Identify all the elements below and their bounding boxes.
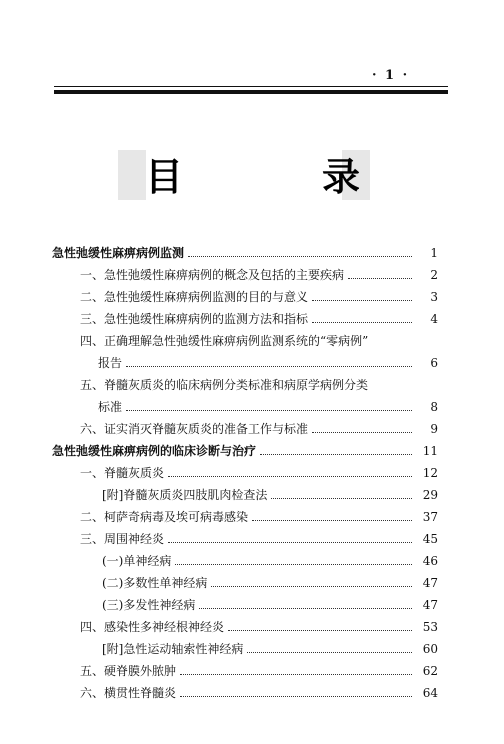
toc-entry-label: (二)多数性单神经病 [102, 576, 208, 590]
title-char-1: 目 [145, 154, 184, 199]
toc-entry-page: 46 [422, 554, 438, 568]
toc-entry[interactable] [52, 546, 438, 568]
toc-entry[interactable] [52, 348, 438, 370]
toc-entry-label: 六、横贯性脊髓炎 [80, 686, 177, 700]
toc-entry[interactable] [52, 436, 438, 458]
toc-title [145, 150, 360, 199]
toc-leader-dots [312, 432, 412, 433]
toc-entry-page: 62 [422, 664, 438, 678]
title-char-2: 录 [321, 154, 360, 199]
toc-entry-label: 三、急性弛缓性麻痹病例的监测方法和指标 [80, 312, 309, 326]
header-rule-thin [54, 86, 448, 87]
toc-entry[interactable] [52, 568, 438, 590]
toc-leader-dots [260, 454, 412, 455]
toc-leader-dots [199, 608, 412, 609]
toc-leader-dots [188, 256, 412, 257]
toc-entry-page: 11 [422, 444, 438, 458]
toc-entry-label: 急性弛缓性麻痹病例的临床诊断与治疗 [52, 444, 257, 458]
toc-leader-dots [312, 300, 412, 301]
toc-entry-page: 37 [422, 510, 438, 524]
toc-entry[interactable] [52, 612, 438, 634]
toc-entry-label: 三、周围神经炎 [80, 532, 165, 546]
toc-leader-dots [126, 366, 412, 367]
toc-entry-label: [附]急性运动轴索性神经病 [102, 642, 244, 656]
toc-entry-label: 报告 [98, 356, 123, 370]
toc-entry[interactable] [52, 414, 438, 436]
toc-entry-page: 53 [422, 620, 438, 634]
toc-entry-label: [附]脊髓灰质炎四肢肌肉检查法 [102, 488, 268, 502]
toc-entry-label: 四、正确理解急性弛缓性麻痹病例监测系统的“零病例” [80, 334, 369, 348]
table-of-contents [52, 238, 438, 700]
toc-leader-dots [312, 322, 412, 323]
toc-entry[interactable] [52, 502, 438, 524]
toc-entry-label: 急性弛缓性麻痹病例监测 [52, 246, 185, 260]
toc-entry[interactable] [52, 370, 438, 392]
toc-leader-dots [252, 520, 412, 521]
toc-entry[interactable] [52, 634, 438, 656]
toc-entry[interactable] [52, 656, 438, 678]
toc-entry[interactable] [52, 326, 438, 348]
toc-entry[interactable] [52, 260, 438, 282]
toc-entry-label: 二、柯萨奇病毒及埃可病毒感染 [80, 510, 249, 524]
toc-entry-page: 6 [430, 356, 438, 370]
toc-entry-label: 四、感染性多神经根神经炎 [80, 620, 225, 634]
header-rule-thick [54, 90, 448, 94]
toc-entry[interactable] [52, 304, 438, 326]
toc-entry-page: 29 [422, 488, 438, 502]
toc-entry[interactable] [52, 282, 438, 304]
toc-entry-page: 60 [422, 642, 438, 656]
toc-leader-dots [247, 652, 412, 653]
toc-entry-label: 一、急性弛缓性麻痹病例的概念及包括的主要疾病 [80, 268, 345, 282]
toc-entry-page: 12 [422, 466, 438, 480]
toc-entry-label: 标准 [98, 400, 123, 414]
toc-leader-dots [180, 674, 412, 675]
title-smudge-left [118, 150, 146, 200]
toc-entry[interactable] [52, 678, 438, 700]
toc-leader-dots [126, 410, 412, 411]
toc-entry-page: 8 [430, 400, 438, 414]
toc-entry[interactable] [52, 392, 438, 414]
toc-leader-dots [348, 278, 412, 279]
toc-entry-label: 六、证实消灭脊髓灰质炎的准备工作与标准 [80, 422, 309, 436]
toc-entry[interactable] [52, 458, 438, 480]
toc-leader-dots [168, 476, 412, 477]
toc-entry-page: 1 [430, 246, 438, 260]
toc-entry[interactable] [52, 524, 438, 546]
toc-entry[interactable] [52, 480, 438, 502]
toc-entry-page: 64 [422, 686, 438, 700]
toc-entry-page: 4 [430, 312, 438, 326]
toc-entry-page: 47 [422, 598, 438, 612]
toc-entry[interactable] [52, 590, 438, 612]
toc-leader-dots [211, 586, 412, 587]
toc-entry-label: 一、脊髓灰质炎 [80, 466, 165, 480]
toc-entry-page: 45 [422, 532, 438, 546]
toc-entry-label: (三)多发性神经病 [102, 598, 196, 612]
toc-leader-dots [180, 696, 412, 697]
toc-entry-page: 2 [430, 268, 438, 282]
toc-entry-label: 二、急性弛缓性麻痹病例监测的目的与意义 [80, 290, 309, 304]
toc-entry-label: (一)单神经病 [102, 554, 172, 568]
toc-leader-dots [168, 542, 412, 543]
toc-entry[interactable] [52, 238, 438, 260]
page-number: · 1 · [372, 68, 410, 83]
toc-entry-page: 9 [430, 422, 438, 436]
toc-entry-label: 五、硬脊膜外脓肿 [80, 664, 177, 678]
toc-entry-label: 五、脊髓灰质炎的临床病例分类标准和病原学病例分类 [80, 378, 369, 392]
toc-entry-page: 47 [422, 576, 438, 590]
toc-leader-dots [228, 630, 412, 631]
toc-leader-dots [271, 498, 412, 499]
toc-entry-page: 3 [430, 290, 438, 304]
toc-leader-dots [175, 564, 412, 565]
